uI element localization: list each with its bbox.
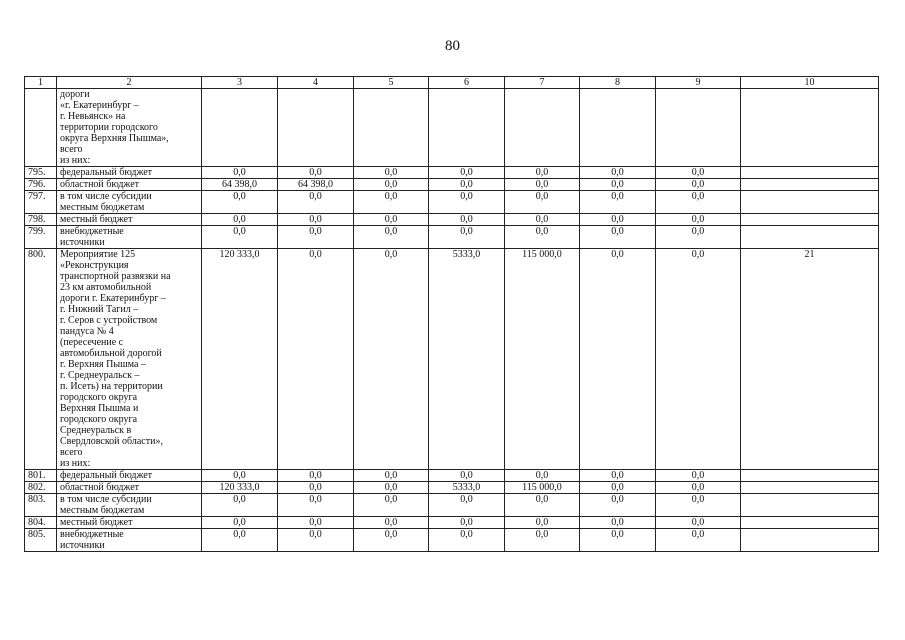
value-cell: 0,0: [505, 214, 580, 226]
value-cell: 0,0: [354, 191, 429, 214]
value-cell: [741, 226, 879, 249]
header-cell: 10: [741, 77, 879, 89]
value-cell: 0,0: [656, 214, 741, 226]
value-cell: 0,0: [656, 494, 741, 517]
value-cell: 0,0: [354, 494, 429, 517]
value-cell: [741, 167, 879, 179]
value-cell: 0,0: [278, 529, 354, 552]
value-cell: 0,0: [505, 167, 580, 179]
value-cell: 64 398,0: [202, 179, 278, 191]
value-cell: 0,0: [580, 249, 656, 470]
value-cell: 0,0: [429, 214, 505, 226]
value-cell: 0,0: [202, 470, 278, 482]
value-cell: 0,0: [278, 191, 354, 214]
value-cell: 0,0: [505, 191, 580, 214]
value-cell: 0,0: [278, 482, 354, 494]
value-cell: [202, 89, 278, 167]
table-row: [25, 226, 879, 249]
value-cell: 0,0: [580, 167, 656, 179]
row-description: федеральный бюджет: [57, 167, 202, 179]
row-number: 800.: [25, 249, 57, 470]
value-cell: 0,0: [580, 214, 656, 226]
value-cell: 0,0: [580, 482, 656, 494]
value-cell: 0,0: [202, 191, 278, 214]
value-cell: 0,0: [354, 226, 429, 249]
table-row: [25, 214, 879, 226]
value-cell: 0,0: [505, 529, 580, 552]
row-description: внебюджетные источники: [57, 529, 202, 552]
header-cell: 1: [25, 77, 57, 89]
budget-table: [24, 76, 879, 552]
value-cell: 0,0: [202, 494, 278, 517]
value-cell: 0,0: [656, 470, 741, 482]
table-row: [25, 89, 879, 167]
row-number: [25, 89, 57, 167]
value-cell: 0,0: [580, 494, 656, 517]
value-cell: 0,0: [656, 226, 741, 249]
value-cell: [741, 191, 879, 214]
value-cell: 0,0: [656, 249, 741, 470]
row-number: 804.: [25, 517, 57, 529]
value-cell: 0,0: [202, 226, 278, 249]
value-cell: 0,0: [656, 191, 741, 214]
value-cell: 0,0: [656, 482, 741, 494]
value-cell: [741, 179, 879, 191]
value-cell: [741, 517, 879, 529]
page-number: 80: [445, 38, 460, 54]
value-cell: [505, 89, 580, 167]
header-row: [25, 77, 879, 89]
value-cell: 0,0: [505, 470, 580, 482]
header-cell: 7: [505, 77, 580, 89]
value-cell: 0,0: [429, 517, 505, 529]
value-cell: [278, 89, 354, 167]
value-cell: 0,0: [278, 214, 354, 226]
row-description: внебюджетные источники: [57, 226, 202, 249]
header-cell: 6: [429, 77, 505, 89]
value-cell: 0,0: [580, 470, 656, 482]
value-cell: 0,0: [278, 249, 354, 470]
value-cell: 0,0: [354, 179, 429, 191]
row-number: 799.: [25, 226, 57, 249]
value-cell: [741, 214, 879, 226]
row-description: в том числе субсидии местным бюджетам: [57, 494, 202, 517]
value-cell: 0,0: [354, 482, 429, 494]
table-row: [25, 191, 879, 214]
value-cell: 115 000,0: [505, 482, 580, 494]
header-cell: 8: [580, 77, 656, 89]
value-cell: 0,0: [580, 179, 656, 191]
table-row: [25, 249, 879, 470]
value-cell: 0,0: [202, 214, 278, 226]
value-cell: 0,0: [429, 529, 505, 552]
value-cell: 0,0: [505, 517, 580, 529]
value-cell: 0,0: [429, 179, 505, 191]
header-cell: 5: [354, 77, 429, 89]
value-cell: 0,0: [278, 226, 354, 249]
value-cell: 0,0: [278, 167, 354, 179]
value-cell: 0,0: [354, 517, 429, 529]
value-cell: 120 333,0: [202, 482, 278, 494]
header-cell: 2: [57, 77, 202, 89]
row-description: местный бюджет: [57, 517, 202, 529]
row-number: 805.: [25, 529, 57, 552]
table-row: [25, 517, 879, 529]
header-cell: 4: [278, 77, 354, 89]
value-cell: 120 333,0: [202, 249, 278, 470]
table-row: [25, 179, 879, 191]
value-cell: 0,0: [202, 167, 278, 179]
table-row: [25, 529, 879, 552]
value-cell: [580, 89, 656, 167]
value-cell: [656, 89, 741, 167]
table-row: [25, 470, 879, 482]
value-cell: [741, 494, 879, 517]
row-description: Мероприятие 125 «Реконструкция транспортной развязки на 23 км автомобильной дороги г. Екатеринбург – г. Нижний Тагил – г. Серов с устройством пандуса № 4 (пересечение с автомобильной дорогой г. Верхняя Пышма – г. Среднеуральск – п. Исеть) на территории городского округа Верхняя Пышма и городского округа Среднеуральск в Свердловской области», всего из них:: [57, 249, 202, 470]
row-number: 797.: [25, 191, 57, 214]
value-cell: 0,0: [580, 226, 656, 249]
row-description: федеральный бюджет: [57, 470, 202, 482]
row-description: дороги «г. Екатеринбург – г. Невьянск» на территории городского округа Верхняя Пышма», всего из них:: [57, 89, 202, 167]
value-cell: 0,0: [202, 517, 278, 529]
value-cell: 0,0: [429, 494, 505, 517]
row-number: 798.: [25, 214, 57, 226]
value-cell: 0,0: [580, 529, 656, 552]
row-number: 801.: [25, 470, 57, 482]
value-cell: 0,0: [202, 529, 278, 552]
value-cell: [741, 89, 879, 167]
value-cell: 0,0: [656, 517, 741, 529]
row-number: 802.: [25, 482, 57, 494]
value-cell: 0,0: [429, 191, 505, 214]
value-cell: 0,0: [354, 249, 429, 470]
value-cell: 0,0: [656, 179, 741, 191]
row-description: областной бюджет: [57, 482, 202, 494]
value-cell: [354, 89, 429, 167]
row-number: 803.: [25, 494, 57, 517]
value-cell: [741, 470, 879, 482]
value-cell: 0,0: [505, 179, 580, 191]
value-cell: 0,0: [354, 167, 429, 179]
value-cell: [741, 529, 879, 552]
table-row: [25, 482, 879, 494]
value-cell: 0,0: [505, 226, 580, 249]
value-cell: 0,0: [278, 494, 354, 517]
value-cell: 0,0: [278, 517, 354, 529]
header-cell: 9: [656, 77, 741, 89]
value-cell: 115 000,0: [505, 249, 580, 470]
value-cell: 5333,0: [429, 249, 505, 470]
table-row: [25, 494, 879, 517]
value-cell: 0,0: [354, 470, 429, 482]
value-cell: [741, 482, 879, 494]
value-cell: 0,0: [429, 226, 505, 249]
row-description: в том числе субсидии местным бюджетам: [57, 191, 202, 214]
row-number: 796.: [25, 179, 57, 191]
value-cell: 0,0: [429, 167, 505, 179]
value-cell: 0,0: [580, 191, 656, 214]
value-cell: 0,0: [429, 470, 505, 482]
value-cell: 64 398,0: [278, 179, 354, 191]
value-cell: 0,0: [656, 167, 741, 179]
row-number: 795.: [25, 167, 57, 179]
value-cell: 21: [741, 249, 879, 470]
row-description: областной бюджет: [57, 179, 202, 191]
value-cell: [429, 89, 505, 167]
value-cell: 5333,0: [429, 482, 505, 494]
table-row: [25, 167, 879, 179]
value-cell: 0,0: [354, 529, 429, 552]
value-cell: 0,0: [278, 470, 354, 482]
value-cell: 0,0: [354, 214, 429, 226]
value-cell: 0,0: [580, 517, 656, 529]
value-cell: 0,0: [505, 494, 580, 517]
header-cell: 3: [202, 77, 278, 89]
row-description: местный бюджет: [57, 214, 202, 226]
value-cell: 0,0: [656, 529, 741, 552]
